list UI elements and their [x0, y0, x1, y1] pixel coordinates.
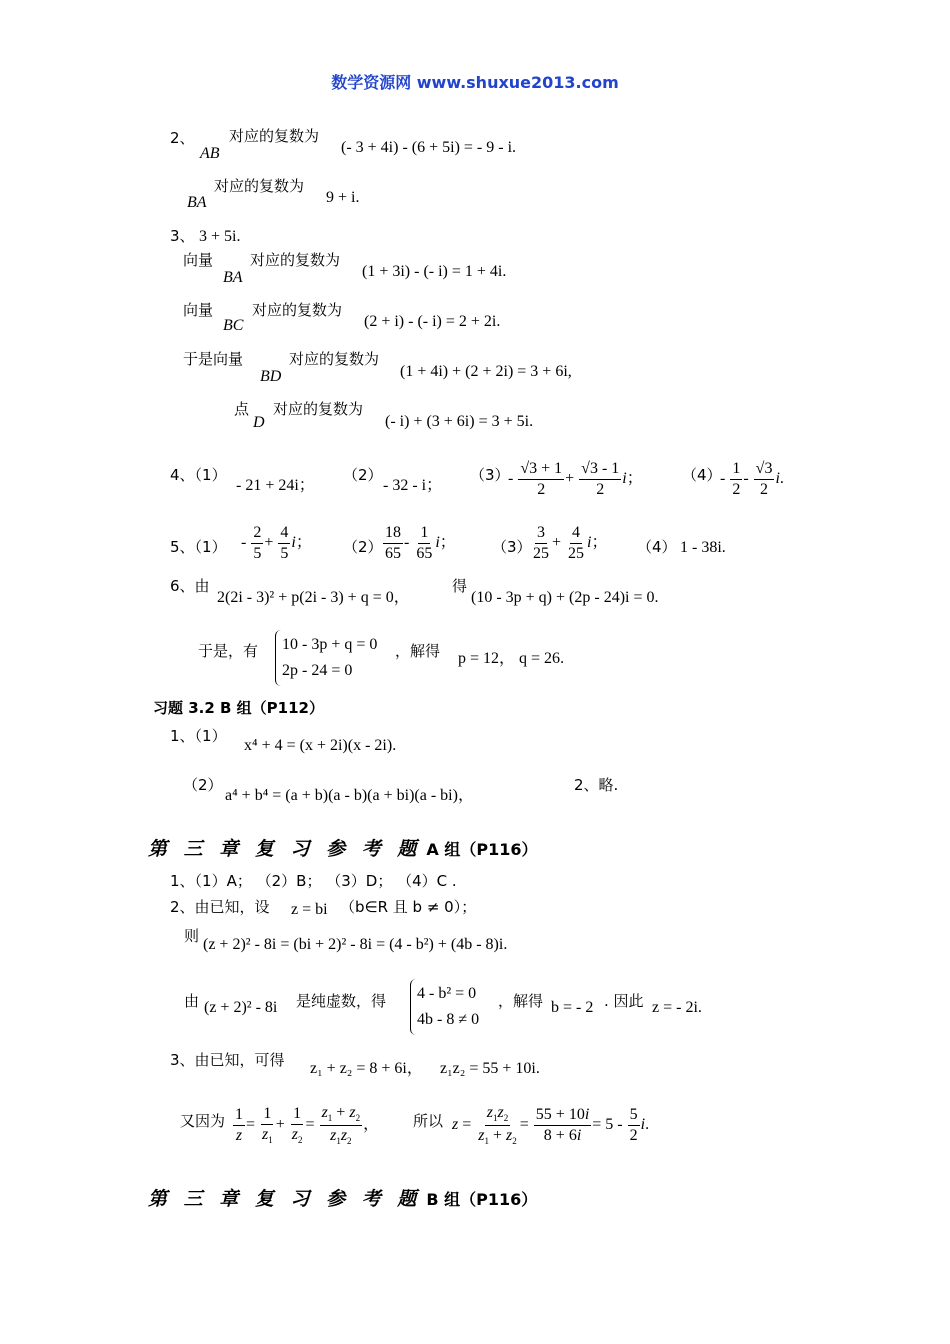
therefore-vector-label: 于是向量: [183, 350, 244, 368]
problem-3-expr-4: (- i) + (3 + 6i) = 3 + 5i.: [385, 413, 534, 430]
problem-6-so: 于是，有: [198, 642, 259, 660]
review-a-q2-condition: （b∈R 且 b ≠ 0）；: [340, 898, 477, 916]
corresponds-text: 对应的复数为: [289, 350, 380, 368]
corresponds-text: 对应的复数为: [252, 301, 343, 319]
problem-6-answer: p = 12， q = 26.: [458, 650, 565, 667]
vector-label: 向量: [183, 301, 214, 319]
corresponds-text: 对应的复数为: [273, 400, 364, 418]
problem-4-label-2: （2）: [343, 466, 383, 484]
review-a-q2-system: 4 - b² = 0 4b - 8 ≠ 0: [410, 979, 479, 1035]
problem-6-number: 6、由: [170, 577, 210, 595]
review-a-q2-solve: ，解得: [498, 992, 544, 1010]
problem-5-label-2: （2）: [343, 538, 383, 556]
vector-bd: BD: [260, 368, 282, 385]
problem-4-answer-3: - $\frac{√3 + 1}{2}$ + $\frac{√3 - 1}{2}$ i；: [508, 460, 643, 498]
site-header: 数学资源网 www.shuxue2013.com: [331, 73, 619, 92]
vector-ab: AB: [200, 145, 220, 162]
review-a-q3-product: z₁z₂ = 55 + 10i.: [440, 1060, 540, 1077]
problem-6-solve: ，解得: [395, 642, 441, 660]
chapter-3-review-a-title: 第 三 章 复 习 参 考 题 A 组（P116）: [148, 838, 538, 860]
vector-label: 向量: [183, 251, 214, 269]
review-a-q3-result: z = $\frac{z_1z_2}{z_1 + z_2}$ = $\frac{55 + 10i}{8 + 6i}$ = 5 - $\frac{5}{2}$ i.: [452, 1104, 650, 1146]
problem-2-number: 2、: [170, 129, 195, 147]
vector-ba: BA: [187, 194, 207, 211]
problem-2-expr-1: (- 3 + 4i) - (6 + 5i) = - 9 - i.: [341, 139, 517, 156]
problem-5-answer-4: 1 - 38i.: [680, 539, 726, 556]
review-a-q3-sum: z₁ + z₂ = 8 + 6i，: [310, 1060, 423, 1077]
review-a-q3-also: 又因为: [180, 1112, 226, 1130]
problem-3-answer: 3 + 5i.: [199, 228, 241, 245]
review-a-q2-expr: (z + 2)² - 8i = (bi + 2)² - 8i = (4 - b²) + (4b - 8)i.: [203, 936, 508, 953]
problem-3-expr-3: (1 + 4i) + (2 + 2i) = 3 + 6i,: [400, 363, 572, 380]
problem-5-answer-1: - $\frac{2}{5}$ + $\frac{4}{5}$ i；: [241, 524, 312, 562]
review-a-q2-intro: 2、由已知，设: [170, 898, 270, 916]
point-label: 点: [234, 400, 250, 418]
problem-4-answer-1: - 21 + 24i；: [236, 477, 315, 494]
problem-3-number: 3、: [170, 227, 195, 245]
problem-2-text-2: 对应的复数为: [214, 177, 305, 195]
review-a-q3-so: 所以: [413, 1112, 444, 1130]
exercise-b-q2-label: （2）: [183, 776, 223, 794]
corresponds-text: 对应的复数为: [250, 251, 341, 269]
problem-5-answer-2: $\frac{18}{65}$ - $\frac{1}{65}$ i；: [385, 524, 456, 562]
problem-3-expr-2: (2 + i) - (- i) = 2 + 2i.: [364, 313, 501, 330]
review-a-q2-z-answer: z = - 2i.: [652, 999, 702, 1016]
review-a-q2-by: 由: [184, 992, 200, 1010]
problem-4-number: 4、（1）: [170, 466, 227, 484]
problem-3-expr-1: (1 + 3i) - (- i) = 1 + 4i.: [362, 263, 507, 280]
review-a-q2-z: z = bi: [291, 901, 328, 918]
problem-6-expr-2: (10 - 3p + q) + (2p - 24)i = 0.: [471, 589, 659, 606]
review-a-q3-intro: 3、由已知，可得: [170, 1051, 285, 1069]
problem-5-label-3: （3）: [492, 538, 532, 556]
problem-6-expr-1: 2(2i - 3)² + p(2i - 3) + q = 0，: [217, 589, 410, 606]
review-a-q2-b: b = - 2: [551, 999, 594, 1016]
review-a-q2-hence: . 因此: [604, 992, 644, 1010]
exercise-b-q3: 2、略.: [574, 776, 619, 794]
point-d: D: [253, 414, 265, 431]
problem-4-answer-2: - 32 - i；: [383, 477, 443, 494]
problem-4-label-4: （4）: [682, 466, 722, 484]
review-a-q3-reciprocal: $\frac{1}{z}$ = $\frac{1}{z_1}$ + $\frac{1}{z_2}$ = $\frac{z_1 + z_2}{z_1z_2}$ ，: [235, 1104, 380, 1146]
review-a-q2-pure: 是纯虚数，得: [296, 992, 387, 1010]
vector-bc: BC: [223, 317, 244, 334]
problem-4-answer-4: - $\frac{1}{2}$ - $\frac{√3}{2}$ i.: [720, 460, 784, 498]
exercise-b-q1-expr: x⁴ + 4 = (x + 2i)(x - 2i).: [244, 737, 397, 754]
problem-5-label-4: （4）: [637, 538, 677, 556]
review-a-q2-expr-2: (z + 2)² - 8i: [204, 999, 278, 1016]
problem-5-number: 5、（1）: [170, 538, 227, 556]
problem-2-expr-2: 9 + i.: [326, 189, 360, 206]
problem-6-get: 得: [452, 577, 468, 595]
review-a-q1: 1、（1）A； （2）B； （3）D； （4）C .: [170, 872, 457, 890]
section-title-exercise-3-2-b: 习题 3.2 B 组（P112）: [153, 699, 324, 717]
problem-2-text-1: 对应的复数为: [229, 127, 320, 145]
review-a-q2-then: 则: [184, 927, 200, 945]
problem-5-answer-3: $\frac{3}{25}$ + $\frac{4}{25}$ i；: [533, 524, 608, 562]
problem-6-system: 10 - 3p + q = 0 2p - 24 = 0: [275, 630, 377, 686]
chapter-3-review-b-title: 第 三 章 复 习 参 考 题 B 组（P116）: [148, 1188, 538, 1210]
problem-4-label-3: （3）: [470, 466, 510, 484]
exercise-b-q1-label: 1、（1）: [170, 727, 227, 745]
vector-ba-2: BA: [223, 269, 243, 286]
exercise-b-q2-expr: a⁴ + b⁴ = (a + b)(a - b)(a + bi)(a - bi)，: [225, 787, 474, 804]
